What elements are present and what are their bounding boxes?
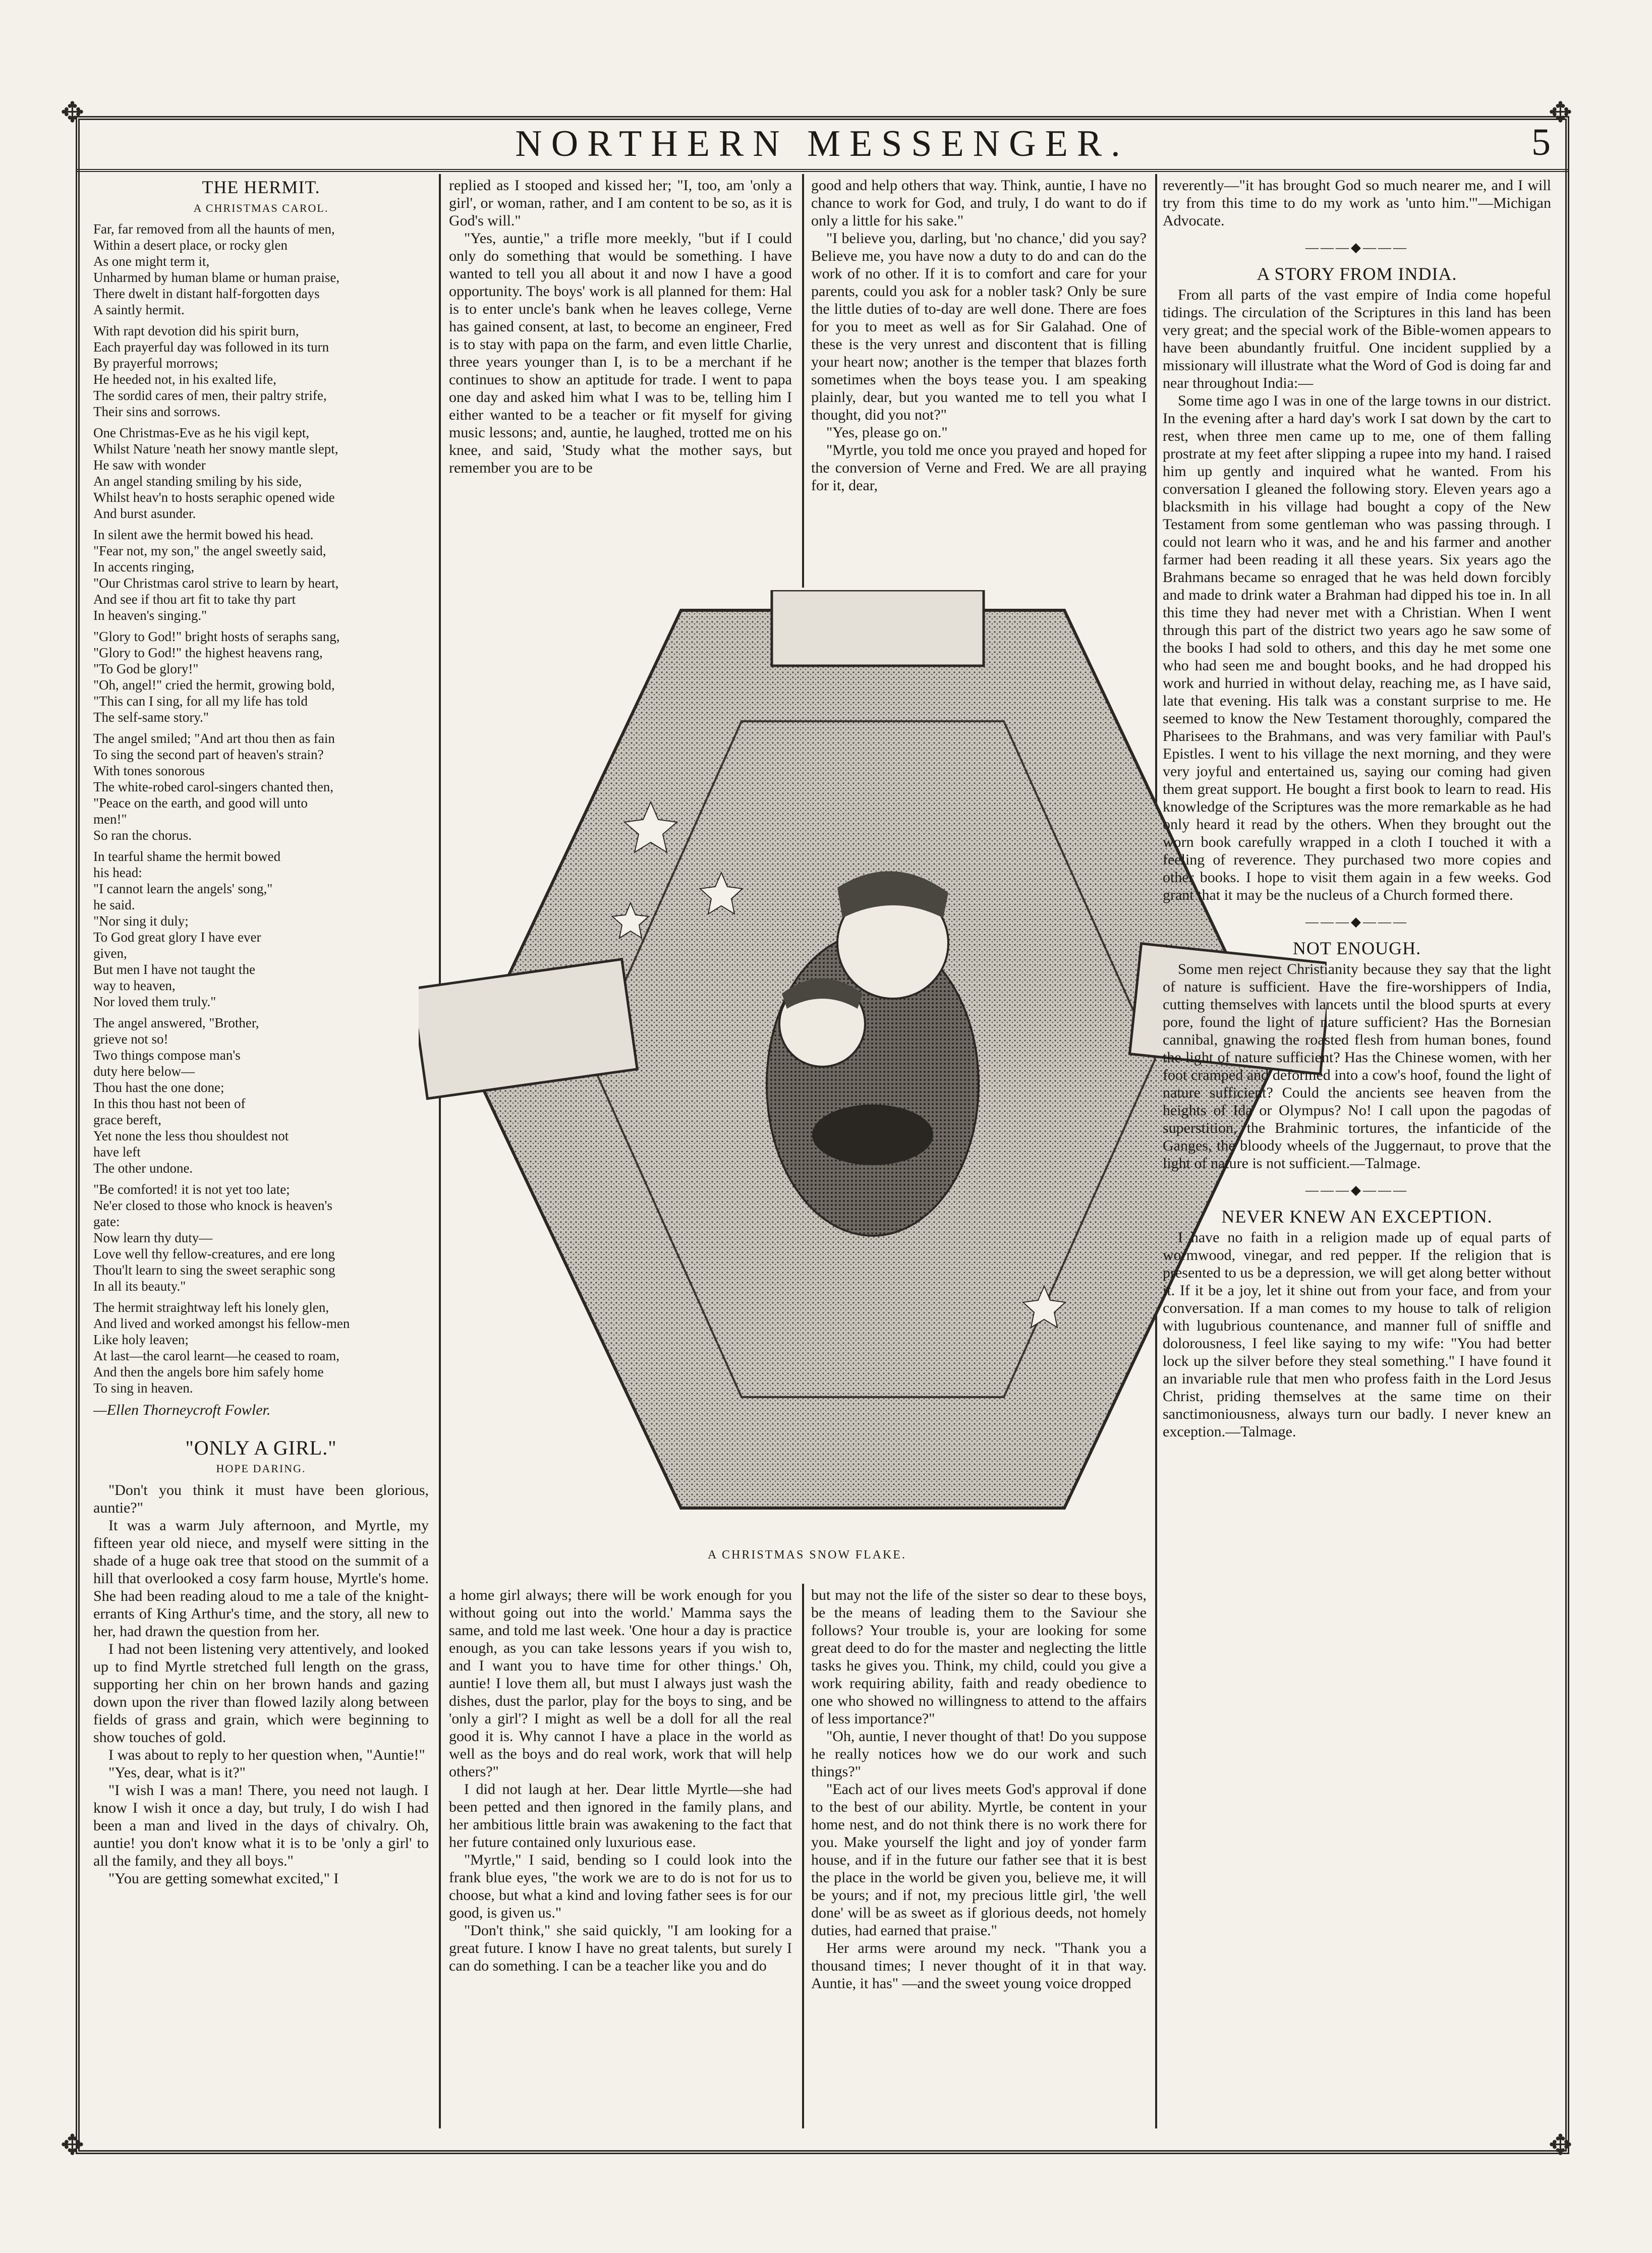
hermit-author: —Ellen Thorneycroft Fowler. — [93, 1402, 271, 1418]
masthead — [76, 119, 1569, 172]
article-paragraph: I was about to reply to her question when, "Auntie!" — [108, 1747, 425, 1763]
article-paragraph: "Don't think," she said quickly, "I am looking for a great future. I know I have no great talents, but surely I can do something. I can be a teacher like you and do — [449, 1922, 792, 1974]
article-paragraph: but may not the life of the sister so dear to these boys, be the means of leading them to the Saviour she follows? Your trouble is, your are looking for some great deed to do for the master and neglecting the little tasks he gives you. Think, my child, could you give a work requiring ability, faith and ready obedience to one who showed no willingness to attend to the affairs of less importance?" — [811, 1587, 1147, 1727]
column-4 — [1163, 177, 1551, 2123]
girl-subtitle: HOPE DARING. — [216, 1462, 306, 1475]
poem-stanza: With rapt devotion did his spirit burn, Each prayerful day was followed in its turn By prayerful morrows; He heeded not, in his exalted life, The sordid cares of men, their paltry strife, Their sins and sorrows. — [93, 323, 329, 419]
poem-stanza: In silent awe the hermit bowed his head. "Fear not, my son," the angel sweetly said, In accents ringing, "Our Christmas carol strive to learn by heart, And see if thou art fit to take thy part In heaven's singing." — [93, 527, 339, 623]
article-paragraph: Some men reject Christianity because they say that the light of nature is sufficient. Have the fire-worshippers of India, cutting themselves with lancets until the blood spurts at every pore, found the light of nature sufficient? Has the Bornesian cannibal, gnawing the roasted flesh from human bones, found the light of nature sufficient? Has the Chinese women, with her foot cramped and deformed into a cow's hoof, found the light of nature sufficient? Could the ancients see heaven from the heights of Ida or Olympus? No! I call upon the pagodas of superstition, the Brahminic tortures, the infanticide of the Ganges, the bloody wheels of the Juggernaut, to prove that the light of nature is not sufficient.—Talmage. — [1163, 961, 1551, 1172]
article-paragraph: reverently—"it has brought God so much nearer me, and I will try from this time to do my work as 'unto him.'"—Michigan Advocate. — [1163, 177, 1551, 229]
section-divider: ———◆——— — [1305, 240, 1408, 255]
poem-stanza: "Glory to God!" bright hosts of seraphs sang, "Glory to God!" the highest heavens rang, "To God be glory!" "Oh, angel!" cried the hermit, growing bold, "This can I sing, for all my life has told The self-same story." — [93, 629, 340, 725]
illustration-caption: A CHRISTMAS SNOW FLAKE. — [708, 1548, 906, 1562]
page-number: 5 — [1531, 121, 1551, 163]
column-rule-2 — [802, 174, 804, 588]
snowflake-arm-top — [772, 590, 984, 666]
article-paragraph: "I believe you, darling, but 'no chance,' did you say? Believe me, you have now a duty to do and can do the work of no other. If it is to comfort and care for your parents, could you ask for a nobler task? Only be sure the little duties of to-day are well done. There are foes for you to meet as well as for Sir Galahad. One of these is the very unrest and discontent that is filling your heart now; another is the temper that blazes forth sometimes when the boys tease you. I am speaking plainly, dear, but you wanted me to tell you what I thought, did you not?" — [811, 230, 1147, 423]
corner-ornament-top-right: ✥ — [1549, 97, 1572, 129]
column-1 — [93, 177, 429, 2123]
article-paragraph: "Don't you think it must have been glorious, auntie?" — [93, 1482, 429, 1516]
section-divider: ———◆——— — [1305, 914, 1408, 929]
article-paragraph: "You are getting somewhat excited," I — [108, 1870, 339, 1887]
column-3-bottom — [811, 1586, 1147, 2123]
column-3-top — [811, 177, 1147, 585]
article-paragraph: "Myrtle," I said, bending so I could look into the frank blue eyes, "the work we are to do is not for us to choose, but what a kind and loving father sees is for our good, is given us." — [449, 1852, 792, 1921]
article-paragraph: "Each act of our lives meets God's approval if done to the best of our ability. Myrtle, be content in your home nest, and do not think there is no work there for you. Make yourself the light and joy of yonder farm house, and if in the future our father see that it is best the place in the world be given you, believe me, it will be yours; and if not, my precious little girl, 'the well done' will be as sweet as if glorious deeds, not homely duties, had earned that praise." — [811, 1781, 1147, 1939]
article-paragraph: Some time ago I was in one of the large towns in our district. In the evening after a hard day's work I sat down by the cart to rest, when three men came up to me, one of them falling prostrate at my feet after slipping a rupee into my hand. I raised him up gently and inquired what he wanted. From his conversation I gleaned the following story. Eleven years ago a blacksmith in his village had bought a copy of the New Testament from some gentleman who was passing through. I could not learn who it was, and he and his farmer and another farmer had been reading it all these years. Six years ago the Brahmans became so enraged that he was held down forcibly and made to drink water a Brahman had dipped his toe in. In all this time they had never met with a Christian. When I went through this part of the district two years ago he saw some of the books I had sold to others, and this day he met some one who had seen me and bought books, and he had dropped his work and hurried in without delay, reaching me, as I have said, late that evening. His talk was a constant surprise to me. He seemed to know the New Testament thoroughly, compared the Pharisees to the Brahmans, and was very familiar with Paul's Epistles. I went to his village the next morning, and they were very joyful and entertained us, saying our coming had given them great support. He bought a first book to learn to read. His knowledge of the Scriptures was the more remarkable as he had only heard it read by the others. When they brought out the worn book carefully wrapped in a cloth I touched it with a feeling of reverence. They purchased two more copies and other books. I hope to visit them again in a few weeks. God grant that it may be the nucleus of a Church formed there. — [1163, 392, 1551, 903]
poem-stanza: "Be comforted! it is not yet too late; Ne'er closed to those who knock is heaven's gate: Now learn thy duty— Love well thy fellow-creatures, and ere long Thou'lt learn to sing the sweet seraphic song In all its beauty." — [93, 1182, 335, 1294]
poem-stanza: The hermit straightway left his lonely glen, And lived and worked amongst his fellow-men Like holy leaven; At last—the carol learnt—he ceased to roam, And then the angels bore him safely home To sing in heaven. — [93, 1300, 350, 1396]
corner-ornament-bottom-left: ✥ — [61, 2130, 84, 2161]
hermit-subtitle: A CHRISTMAS CAROL. — [193, 202, 329, 214]
hermit-poem — [93, 221, 429, 1396]
article-paragraph: Her arms were around my neck. "Thank you a thousand times; I never thought of it in that way. Auntie, it has" —and the sweet young voice dropped — [811, 1940, 1147, 1992]
corner-ornament-bottom-right: ✥ — [1549, 2130, 1572, 2161]
poem-stanza: The angel answered, "Brother, grieve not so! Two things compose man's duty here below— Thou hast the one done; In this thou hast not been of grace bereft, Yet none the less thou shouldest not have left The other undone. — [93, 1015, 289, 1176]
column-2-bottom — [449, 1586, 792, 2123]
article-paragraph: I had not been listening very attentively, and looked up to find Myrtle stretched full length on the grass, supporting her chin on her brown hands and gazing down upon the river than flowed lazily along between fields of grass and grain, which were beginning to show touches of gold. — [93, 1641, 429, 1746]
enough-title: NOT ENOUGH. — [1292, 938, 1421, 958]
poem-stanza: Far, far removed from all the haunts of men, Within a desert place, or rocky glen As one might term it, Unharmed by human blame or human praise, There dwelt in distant half-forgotten days A saintly hermit. — [93, 221, 340, 317]
article-paragraph: "Myrtle, you told me once you prayed and hoped for the conversion of Verne and Fred. We are all praying for it, dear, — [811, 442, 1147, 494]
article-paragraph: a home girl always; there will be work enough for you without going out into the world.' Mamma says the same, and told me last week. 'One hour a day is practice enough, as you can take lessons years if you wish to, and I want you to have time for other things.' Oh, auntie! I love them all, but must I always just wash the dishes, dust the parlor, play for the boys to sing, and be 'only a girl'? I might as well be a doll for all the real good it is. Why cannot I have a place in the world as well as the boys and do real work, work that will help others?" — [449, 1587, 792, 1780]
poem-stanza: In tearful shame the hermit bowed his head: "I cannot learn the angels' song," he said. "Nor sing it duly; To God great glory I have ever given, But men I have not taught the way to heaven, Nor loved them truly." — [93, 849, 281, 1009]
article-paragraph: good and help others that way. Think, auntie, I have no chance to work for God, and truly, I do want to do if only a little for his sake." — [811, 177, 1147, 229]
article-paragraph: "Oh, auntie, I never thought of that! Do you suppose he really notices how we do our work and such things?" — [811, 1728, 1147, 1780]
article-paragraph: From all parts of the vast empire of India come hopeful tidings. The circulation of the Scriptures in this land has been very great; and the special work of the Bible-women appears to have been abundantly fruitful. One incident supplied by a missionary will illustrate what the Word of God is doing far and near throughout India:— — [1163, 286, 1551, 391]
article-paragraph: I did not laugh at her. Dear little Myrtle—she had been petted and then ignored in the family plans, and her ambitious little brain was awakening to the fact that her future contained only luxurious ease. — [449, 1781, 792, 1851]
column-rule-2b — [802, 1584, 804, 2128]
poem-stanza: The angel smiled; "And art thou then as fain To sing the second part of heaven's strain? With tones sonorous The white-robed carol-singers chanted then, "Peace on the earth, and good will unto men!" So ran the chorus. — [93, 731, 335, 843]
article-paragraph: "Yes, please go on." — [826, 424, 948, 441]
corner-ornament-top-left: ✥ — [61, 97, 84, 129]
column-2-top — [449, 177, 792, 585]
hermit-title: THE HERMIT. — [202, 177, 320, 197]
article-paragraph: "I wish I was a man! There, you need not laugh. I know I wish it once a day, but truly, I do wish I had been a man and lived in the days of chivalry. Oh, auntie! you don't know what it is to be 'only a girl' to all the family, and they all boys." — [93, 1782, 429, 1869]
india-title: A STORY FROM INDIA. — [1257, 264, 1457, 284]
section-divider: ———◆——— — [1305, 1183, 1408, 1197]
masthead-title: NORTHERN MESSENGER. — [515, 123, 1129, 164]
never-title: NEVER KNEW AN EXCEPTION. — [1221, 1206, 1493, 1227]
poem-stanza: One Christmas-Eve as he his vigil kept, Whilst Nature 'neath her snowy mantle slept, He saw with wonder An angel standing smiling by his side, Whilst heav'n to hosts seraphic opened wide And burst asunder. — [93, 425, 338, 521]
article-paragraph: "Yes, dear, what is it?" — [108, 1764, 246, 1781]
article-paragraph: I have no faith in a religion made up of equal parts of wormwood, vinegar, and red pepper. If the religion that is presented to us be a depression, we will get along better without it. If it be a joy, let it shine out from your face, and from your conversation. If a man comes to my house to talk of religion with lugubrious countenance, and manner full of sniffle and dolorousness, I feel like saying to my wife: "You had better lock up the silver before they steal something." I have found it an invariable rule that men who profess faith in the Lord Jesus Christ, priding themselves at the same time on their sanctimoniousness, always turn our badly. I never knew an exception.—Talmage. — [1163, 1229, 1551, 1440]
girl-title: "ONLY A GIRL." — [185, 1436, 337, 1459]
article-paragraph: replied as I stooped and kissed her; "I, too, am 'only a girl', or woman, rather, and I am content to be so, as it is God's will." — [449, 177, 792, 229]
article-paragraph: "Yes, auntie," a trifle more meekly, "but if I could only do something that would be something. I have wanted to tell you all about it and now I have a good opportunity. The boys' work is all planned for them: Hal is to enter uncle's bank when he leaves college, Verne has gained consent, at last, to become an engineer, Fred is to stay with papa on the farm, and even little Charlie, three years younger than I, is to be a merchant if he continues to show an aptitude for trade. I went to papa one day and asked him what I was to be, telling him I either wanted to be a teacher or fit myself for giving music lessons; and, auntie, he laughed, trotted me on his knee, and said, 'Study what the mother says, but remember you are to be — [449, 230, 792, 476]
article-paragraph: It was a warm July afternoon, and Myrtle, my fifteen year old niece, and myself were sitting in the shade of a huge oak tree that stood on the summit of a hill that overlooked a cosy farm house, Myrtle's home. She had been reading aloud to me a tale of the knight-errants of King Arthur's time, and the story, all new to her, had drawn the question from her. — [93, 1517, 429, 1640]
